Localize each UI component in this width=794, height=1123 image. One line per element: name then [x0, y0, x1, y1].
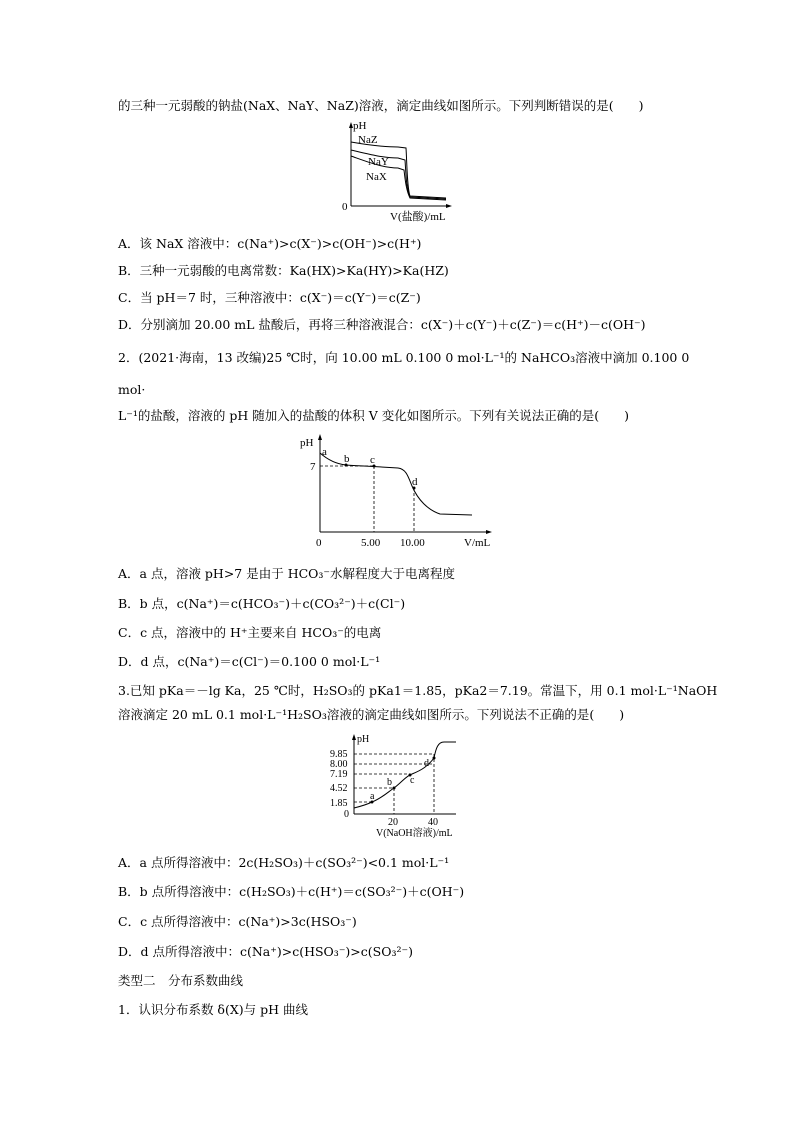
- q2-x-label: V/mL: [464, 537, 491, 549]
- q3-option-d: D．d 点所得溶液中：c(Na⁺)>c(HSO₃⁻)>c(SO₃²⁻): [118, 944, 413, 959]
- q2-figure: [298, 428, 498, 554]
- q3-label-a: a: [370, 791, 375, 802]
- q3-y-tick-452: 4.52: [330, 783, 348, 794]
- q3-y-label: pH: [357, 734, 370, 745]
- q1-x-label: V(盐酸)/mL: [390, 211, 446, 223]
- q3-point-d: [433, 757, 436, 760]
- q3-x-label: V(NaOH溶液)/mL: [376, 828, 453, 839]
- q3-label-b: b: [387, 777, 392, 788]
- q1-curve-naz: [351, 142, 446, 198]
- q3-origin: 0: [344, 809, 349, 820]
- section-heading: 类型二 分布系数曲线: [118, 973, 244, 988]
- q2-y-label: pH: [300, 437, 314, 449]
- q3-y-tick-185: 1.85: [330, 798, 348, 809]
- q2-stem-line2: mol·: [118, 382, 146, 397]
- q2-label-a: a: [322, 446, 327, 458]
- q2-x-tick-5: 5.00: [361, 537, 381, 549]
- q3-option-a: A．a 点所得溶液中：2c(H₂SO₃)＋c(SO₃²⁻)<0.1 mol·L⁻¹: [118, 855, 450, 870]
- q3-label-d: d: [424, 758, 429, 769]
- q2-x-tick-10: 10.00: [400, 537, 425, 549]
- q1-option-a: A．该 NaX 溶液中：c(Na⁺)>c(X⁻)>c(OH⁻)>c(H⁺): [118, 236, 422, 251]
- q2-option-b: B．b 点，c(Na⁺)＝c(HCO₃⁻)＋c(CO₃²⁻)＋c(Cl⁻): [118, 596, 406, 611]
- q3-option-c: C．c 点所得溶液中：c(Na⁺)>3c(HSO₃⁻): [118, 914, 357, 929]
- q3-y-tick-719: 7.19: [330, 769, 348, 780]
- q3-figure: [330, 730, 478, 840]
- q3-label-c: c: [410, 775, 415, 786]
- q2-stem-line1: 2．(2021·海南，13 改编)25 ℃时，向 10.00 mL 0.100 0 mol·L⁻¹的 NaHCO₃溶液中滴加 0.100 0: [118, 350, 690, 365]
- q2-option-c: C．c 点，溶液中的 H⁺主要来自 HCO₃⁻的电离: [118, 625, 382, 640]
- q1-figure: [338, 118, 468, 224]
- q1-y-label: pH: [353, 120, 367, 132]
- subsection-heading: 1．认识分布系数 δ(X)与 pH 曲线: [118, 1002, 308, 1017]
- q3-x-tick-40: 40: [428, 817, 438, 828]
- q2-option-d: D．d 点，c(Na⁺)＝c(Cl⁻)＝0.100 0 mol·L⁻¹: [118, 654, 381, 669]
- q2-origin: 0: [316, 537, 322, 549]
- q1-origin: 0: [342, 201, 348, 213]
- q1-option-d: D．分别滴加 20.00 mL 盐酸后，再将三种溶液混合：c(X⁻)＋c(Y⁻)＋c(Z⁻)＝c(H⁺)－c(OH⁻): [118, 317, 646, 332]
- q2-label-b: b: [344, 453, 350, 465]
- q3-point-b: [393, 787, 396, 790]
- q1-option-c: C．当 pH＝7 时，三种溶液中：c(X⁻)＝c(Y⁻)＝c(Z⁻): [118, 290, 421, 305]
- q2-label-d: d: [412, 476, 418, 488]
- q3-option-b: B．b 点所得溶液中：c(H₂SO₃)＋c(H⁺)＝c(SO₃²⁻)＋c(OH⁻): [118, 884, 465, 899]
- q2-y-tick-7: 7: [310, 461, 316, 473]
- q3-y-tick-985: 9.85: [330, 749, 348, 760]
- q3-stem-line1: 3.已知 pKa＝－lg Ka，25 ℃时，H₂SO₃的 pKa1＝1.85，pKa2＝7.19。常温下，用 0.1 mol·L⁻¹NaOH: [118, 683, 718, 698]
- q3-stem-line2: 溶液滴定 20 mL 0.1 mol·L⁻¹H₂SO₃溶液的滴定曲线如图所示。下列说法不正确的是( ): [118, 707, 625, 722]
- q1-label-naz: NaZ: [358, 134, 378, 146]
- q2-label-c: c: [370, 454, 375, 466]
- q1-label-nay: NaY: [368, 156, 389, 168]
- q3-y-tick-800: 8.00: [330, 759, 348, 770]
- q1-label-nax: NaX: [366, 171, 387, 183]
- q1-stem: 的三种一元弱酸的钠盐(NaX、NaY、NaZ)溶液，滴定曲线如图所示。下列判断错误的是( ): [118, 98, 644, 113]
- q2-curve: [320, 453, 472, 515]
- q2-stem-line3: L⁻¹的盐酸，溶液的 pH 随加入的盐酸的体积 V 变化如图所示。下列有关说法正确的是( ): [118, 408, 629, 423]
- q1-option-b: B．三种一元弱酸的电离常数：Ka(HX)>Ka(HY)>Ka(HZ): [118, 263, 449, 278]
- q2-option-a: A．a 点，溶液 pH>7 是由于 HCO₃⁻水解程度大于电离程度: [118, 566, 456, 581]
- q3-x-tick-20: 20: [388, 817, 398, 828]
